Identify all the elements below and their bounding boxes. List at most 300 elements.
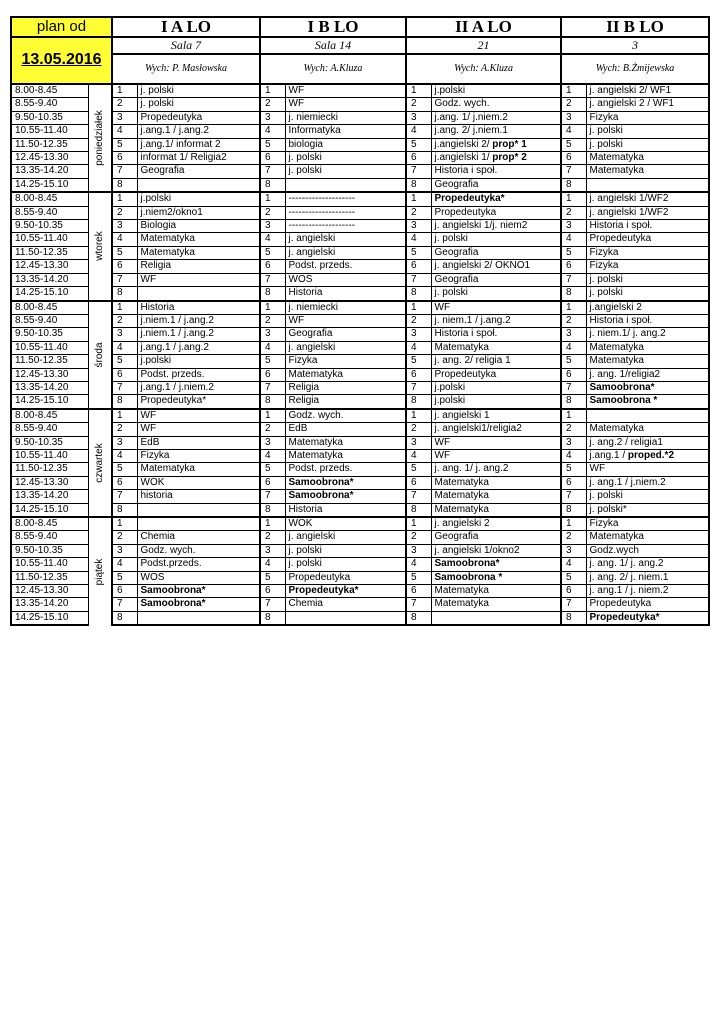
lesson-subject: Matematyka bbox=[285, 449, 406, 462]
lesson-subject: j. polski bbox=[137, 84, 260, 98]
lesson-number: 2 bbox=[406, 98, 431, 111]
lesson-subject-bold-part: prop* 2 bbox=[489, 152, 527, 164]
lesson-row bbox=[11, 503, 709, 517]
lesson-number: 8 bbox=[112, 178, 137, 192]
lesson-time: 8.00-8.45 bbox=[11, 84, 88, 98]
plan-label: plan od bbox=[11, 17, 112, 37]
class-tutor: Wych: B.Żmijewska bbox=[561, 54, 709, 84]
lesson-subject: Matematyka bbox=[431, 598, 561, 611]
lesson-number: 2 bbox=[561, 531, 586, 544]
lesson-row bbox=[11, 314, 709, 327]
lesson-subject bbox=[137, 178, 260, 192]
lesson-subject: j. polski bbox=[137, 98, 260, 111]
lesson-subject: Matematyka bbox=[586, 341, 709, 354]
lesson-number: 6 bbox=[260, 260, 285, 273]
lesson-number: 1 bbox=[561, 409, 586, 423]
lesson-number: 6 bbox=[561, 152, 586, 165]
lesson-row bbox=[11, 531, 709, 544]
lesson-number: 5 bbox=[561, 246, 586, 259]
lesson-number: 6 bbox=[112, 152, 137, 165]
lesson-number: 4 bbox=[112, 558, 137, 571]
lesson-subject: j. angielski1/religia2 bbox=[431, 423, 561, 436]
lesson-number: 1 bbox=[260, 517, 285, 531]
lesson-row bbox=[11, 585, 709, 598]
class-tutor: Wych: P. Masłowska bbox=[112, 54, 260, 84]
lesson-subject: Geografia bbox=[285, 328, 406, 341]
lesson-number: 5 bbox=[561, 138, 586, 151]
lesson-number: 8 bbox=[112, 287, 137, 301]
lesson-time: 13.35-14.20 bbox=[11, 598, 88, 611]
lesson-subject: j.ang. 1/ j.niem.2 bbox=[431, 111, 561, 124]
lesson-number: 1 bbox=[260, 192, 285, 206]
lesson-subject: Samoobrona* bbox=[137, 585, 260, 598]
lesson-subject: j.polski bbox=[431, 381, 561, 394]
day-name: wtorek bbox=[93, 231, 105, 262]
lesson-time: 8.55-9.40 bbox=[11, 98, 88, 111]
lesson-number: 4 bbox=[112, 341, 137, 354]
lesson-subject: Matematyka bbox=[285, 368, 406, 381]
lesson-number: 1 bbox=[406, 84, 431, 98]
lesson-subject: j. niem.1 / j.ang.2 bbox=[431, 314, 561, 327]
lesson-subject: j. angielski bbox=[285, 233, 406, 246]
lesson-subject bbox=[431, 152, 561, 165]
lesson-number: 6 bbox=[561, 368, 586, 381]
lesson-subject: Geografia bbox=[431, 273, 561, 286]
lesson-subject: EdB bbox=[137, 436, 260, 449]
lesson-subject: Samoobrona* bbox=[586, 381, 709, 394]
lesson-subject: WF bbox=[285, 84, 406, 98]
lesson-row bbox=[11, 463, 709, 476]
lesson-subject: j. ang.1 / j.niem.2 bbox=[586, 476, 709, 489]
lesson-number: 2 bbox=[260, 423, 285, 436]
lesson-subject bbox=[586, 449, 709, 462]
lesson-number: 2 bbox=[561, 314, 586, 327]
lesson-number: 5 bbox=[260, 246, 285, 259]
timetable-body bbox=[11, 84, 709, 625]
lesson-subject: Propedeutyka* bbox=[137, 395, 260, 409]
lesson-subject: j. angielski 1 bbox=[431, 409, 561, 423]
day-label-cell bbox=[88, 409, 112, 517]
lesson-subject: -------------------- bbox=[285, 206, 406, 219]
lesson-subject: Geografia bbox=[431, 531, 561, 544]
lesson-subject: Chemia bbox=[285, 598, 406, 611]
lesson-subject: j. angielski 2 bbox=[431, 517, 561, 531]
lesson-number: 3 bbox=[260, 436, 285, 449]
lesson-subject: Matematyka bbox=[431, 341, 561, 354]
lesson-number: 2 bbox=[112, 98, 137, 111]
lesson-number: 3 bbox=[406, 436, 431, 449]
lesson-number: 5 bbox=[260, 355, 285, 368]
lesson-subject: WF bbox=[137, 409, 260, 423]
lesson-number: 8 bbox=[561, 395, 586, 409]
lesson-row bbox=[11, 476, 709, 489]
lesson-subject bbox=[137, 611, 260, 625]
lesson-number: 6 bbox=[561, 476, 586, 489]
lesson-number: 3 bbox=[561, 544, 586, 557]
lesson-number: 1 bbox=[260, 301, 285, 315]
lesson-subject: Informatyka bbox=[285, 125, 406, 138]
lesson-number: 7 bbox=[406, 598, 431, 611]
lesson-number: 6 bbox=[260, 585, 285, 598]
lesson-number: 1 bbox=[112, 301, 137, 315]
lesson-number: 5 bbox=[406, 463, 431, 476]
lesson-number: 3 bbox=[260, 220, 285, 233]
lesson-number: 2 bbox=[112, 531, 137, 544]
day-name: środa bbox=[93, 342, 105, 368]
lesson-number: 8 bbox=[112, 503, 137, 517]
lesson-subject-bold-part: proped.*2 bbox=[625, 449, 675, 461]
lesson-row bbox=[11, 598, 709, 611]
lesson-subject: Matematyka bbox=[586, 423, 709, 436]
lesson-number: 2 bbox=[406, 206, 431, 219]
lesson-number: 8 bbox=[406, 503, 431, 517]
lesson-subject: j.polski bbox=[137, 355, 260, 368]
lesson-number: 4 bbox=[260, 341, 285, 354]
class-name: II A LO bbox=[406, 17, 561, 37]
lesson-subject: WF bbox=[285, 314, 406, 327]
lesson-number: 4 bbox=[406, 449, 431, 462]
lesson-number: 7 bbox=[260, 598, 285, 611]
lesson-subject: WF bbox=[431, 449, 561, 462]
lesson-subject: Matematyka bbox=[137, 246, 260, 259]
lesson-subject: WF bbox=[431, 301, 561, 315]
lesson-time: 12.45-13.30 bbox=[11, 152, 88, 165]
lesson-subject: WF bbox=[137, 423, 260, 436]
lesson-subject: j. ang. 1/ j. ang.2 bbox=[586, 558, 709, 571]
lesson-number: 8 bbox=[112, 395, 137, 409]
lesson-time: 8.00-8.45 bbox=[11, 517, 88, 531]
lesson-number: 4 bbox=[260, 449, 285, 462]
lesson-number: 5 bbox=[260, 463, 285, 476]
lesson-number: 3 bbox=[112, 111, 137, 124]
lesson-subject: j. angielski bbox=[285, 246, 406, 259]
lesson-subject: j.ang.1/ informat 2 bbox=[137, 138, 260, 151]
lesson-subject: Propedeutyka bbox=[137, 111, 260, 124]
lesson-number: 4 bbox=[112, 449, 137, 462]
lesson-subject: WOK bbox=[137, 476, 260, 489]
lesson-row bbox=[11, 152, 709, 165]
lesson-number: 1 bbox=[406, 301, 431, 315]
lesson-subject: Historia i społ. bbox=[431, 328, 561, 341]
lesson-subject: j. polski bbox=[586, 287, 709, 301]
lesson-time: 8.00-8.45 bbox=[11, 192, 88, 206]
lesson-subject: j. angielski 2 / WF1 bbox=[586, 98, 709, 111]
lesson-subject: j. polski bbox=[586, 490, 709, 503]
lesson-subject: Propedeutyka bbox=[285, 571, 406, 584]
lesson-row bbox=[11, 165, 709, 178]
lesson-number: 7 bbox=[112, 381, 137, 394]
lesson-number: 2 bbox=[260, 531, 285, 544]
lesson-time: 11.50-12.35 bbox=[11, 355, 88, 368]
lesson-number: 6 bbox=[406, 260, 431, 273]
lesson-subject: Historia i społ. bbox=[586, 314, 709, 327]
lesson-time: 14.25-15.10 bbox=[11, 611, 88, 625]
lesson-subject: Matematyka bbox=[137, 463, 260, 476]
class-name: I A LO bbox=[112, 17, 260, 37]
lesson-subject: Propedeutyka bbox=[431, 206, 561, 219]
lesson-row bbox=[11, 395, 709, 409]
lesson-subject: Samoobrona* bbox=[285, 490, 406, 503]
lesson-subject: j. polski bbox=[431, 287, 561, 301]
lesson-number: 8 bbox=[561, 287, 586, 301]
lesson-number: 2 bbox=[561, 98, 586, 111]
lesson-subject: Chemia bbox=[137, 531, 260, 544]
lesson-row bbox=[11, 178, 709, 192]
lesson-row bbox=[11, 355, 709, 368]
lesson-number: 5 bbox=[112, 463, 137, 476]
lesson-number: 8 bbox=[406, 611, 431, 625]
lesson-number: 7 bbox=[112, 273, 137, 286]
lesson-subject: Historia bbox=[137, 301, 260, 315]
lesson-row bbox=[11, 287, 709, 301]
day-label-cell bbox=[88, 301, 112, 409]
lesson-time: 10.55-11.40 bbox=[11, 449, 88, 462]
lesson-time: 13.35-14.20 bbox=[11, 381, 88, 394]
lesson-number: 6 bbox=[112, 368, 137, 381]
lesson-number: 5 bbox=[561, 463, 586, 476]
lesson-time: 11.50-12.35 bbox=[11, 463, 88, 476]
lesson-subject: Propedeutyka bbox=[586, 233, 709, 246]
lesson-subject: historia bbox=[137, 490, 260, 503]
lesson-subject-part: j.angielski 2/ bbox=[434, 138, 490, 150]
lesson-subject: Matematyka bbox=[431, 476, 561, 489]
lesson-time: 13.35-14.20 bbox=[11, 165, 88, 178]
lesson-number: 7 bbox=[112, 598, 137, 611]
lesson-number: 8 bbox=[406, 395, 431, 409]
lesson-subject: j.polski bbox=[431, 84, 561, 98]
lesson-number: 2 bbox=[406, 314, 431, 327]
lesson-time: 8.00-8.45 bbox=[11, 409, 88, 423]
lesson-number: 4 bbox=[260, 125, 285, 138]
lesson-subject: Samoobrona* bbox=[431, 558, 561, 571]
lesson-number: 4 bbox=[406, 233, 431, 246]
lesson-subject: Samoobrona * bbox=[586, 395, 709, 409]
lesson-subject: j.ang. 2/ j.niem.1 bbox=[431, 125, 561, 138]
lesson-number: 3 bbox=[260, 328, 285, 341]
lesson-row bbox=[11, 125, 709, 138]
lesson-subject: j.polski bbox=[431, 395, 561, 409]
lesson-subject: Propedeutyka bbox=[431, 368, 561, 381]
lesson-subject: j. polski* bbox=[586, 503, 709, 517]
lesson-time: 10.55-11.40 bbox=[11, 558, 88, 571]
lesson-time: 14.25-15.10 bbox=[11, 395, 88, 409]
lesson-number: 5 bbox=[112, 138, 137, 151]
lesson-time: 10.55-11.40 bbox=[11, 125, 88, 138]
lesson-number: 3 bbox=[260, 544, 285, 557]
lesson-subject: j. angielski 1/WF2 bbox=[586, 192, 709, 206]
lesson-number: 3 bbox=[112, 328, 137, 341]
lesson-number: 7 bbox=[260, 273, 285, 286]
lesson-subject: informat 1/ Religia2 bbox=[137, 152, 260, 165]
lesson-number: 6 bbox=[406, 476, 431, 489]
lesson-subject: j. ang. 1/religia2 bbox=[586, 368, 709, 381]
class-name: II B LO bbox=[561, 17, 709, 37]
lesson-row bbox=[11, 611, 709, 625]
lesson-row bbox=[11, 111, 709, 124]
lesson-subject-part: j.angielski 1/ bbox=[434, 152, 490, 164]
lesson-subject: Fizyka bbox=[586, 111, 709, 124]
timetable-header bbox=[11, 17, 709, 84]
lesson-number: 1 bbox=[406, 517, 431, 531]
lesson-subject bbox=[586, 178, 709, 192]
lesson-subject: j. polski bbox=[285, 152, 406, 165]
lesson-subject: j. angielski 1/j. niem2 bbox=[431, 220, 561, 233]
lesson-number: 3 bbox=[406, 220, 431, 233]
lesson-subject: Religia bbox=[285, 381, 406, 394]
lesson-row bbox=[11, 138, 709, 151]
day-name: czwartek bbox=[93, 443, 105, 483]
lesson-number: 6 bbox=[260, 368, 285, 381]
lesson-subject: Matematyka bbox=[285, 436, 406, 449]
lesson-time: 8.55-9.40 bbox=[11, 206, 88, 219]
lesson-number: 2 bbox=[406, 531, 431, 544]
lesson-number: 7 bbox=[406, 381, 431, 394]
lesson-subject: Podst. przeds. bbox=[285, 260, 406, 273]
lesson-subject: Historia i społ. bbox=[586, 220, 709, 233]
lesson-number: 8 bbox=[561, 503, 586, 517]
lesson-subject bbox=[137, 517, 260, 531]
lesson-number: 2 bbox=[406, 423, 431, 436]
lesson-number: 6 bbox=[112, 260, 137, 273]
lesson-row bbox=[11, 328, 709, 341]
lesson-subject: j. polski bbox=[285, 558, 406, 571]
lesson-subject: WF bbox=[431, 436, 561, 449]
lesson-number: 1 bbox=[561, 84, 586, 98]
lesson-subject bbox=[586, 409, 709, 423]
lesson-time: 9.50-10.35 bbox=[11, 111, 88, 124]
lesson-number: 7 bbox=[561, 273, 586, 286]
lesson-number: 4 bbox=[561, 125, 586, 138]
lesson-subject: Matematyka bbox=[586, 165, 709, 178]
lesson-number: 7 bbox=[561, 490, 586, 503]
lesson-number: 7 bbox=[561, 165, 586, 178]
lesson-number: 3 bbox=[561, 111, 586, 124]
lesson-subject bbox=[285, 178, 406, 192]
lesson-number: 3 bbox=[112, 544, 137, 557]
day-name: poniedziałek bbox=[93, 110, 105, 166]
lesson-number: 4 bbox=[260, 233, 285, 246]
lesson-subject: Matematyka bbox=[431, 490, 561, 503]
lesson-time: 10.55-11.40 bbox=[11, 341, 88, 354]
lesson-subject: Fizyka bbox=[137, 449, 260, 462]
lesson-subject: Propedeutyka* bbox=[586, 611, 709, 625]
lesson-subject: j.ang.1 / j.ang.2 bbox=[137, 125, 260, 138]
lesson-number: 7 bbox=[561, 381, 586, 394]
lesson-time: 14.25-15.10 bbox=[11, 503, 88, 517]
lesson-number: 2 bbox=[561, 206, 586, 219]
lesson-number: 2 bbox=[112, 206, 137, 219]
lesson-row bbox=[11, 544, 709, 557]
lesson-number: 6 bbox=[112, 585, 137, 598]
lesson-subject: Samoobrona* bbox=[285, 476, 406, 489]
lesson-subject: j. niemiecki bbox=[285, 301, 406, 315]
lesson-number: 7 bbox=[406, 273, 431, 286]
lesson-number: 2 bbox=[260, 314, 285, 327]
lesson-subject: WF bbox=[586, 463, 709, 476]
lesson-row bbox=[11, 517, 709, 531]
lesson-number: 7 bbox=[260, 381, 285, 394]
lesson-subject: WOK bbox=[285, 517, 406, 531]
lesson-time: 9.50-10.35 bbox=[11, 544, 88, 557]
lesson-time: 8.55-9.40 bbox=[11, 314, 88, 327]
lesson-subject: Propedeutyka bbox=[586, 598, 709, 611]
lesson-subject: Podst. przeds. bbox=[285, 463, 406, 476]
lesson-subject: j.ang.1 / j.ang.2 bbox=[137, 341, 260, 354]
lesson-row bbox=[11, 409, 709, 423]
timetable bbox=[10, 16, 710, 626]
lesson-number: 8 bbox=[260, 287, 285, 301]
lesson-subject: Geografia bbox=[431, 246, 561, 259]
lesson-subject: j. ang.1 / j. niem.2 bbox=[586, 585, 709, 598]
lesson-subject bbox=[431, 138, 561, 151]
lesson-subject: j. ang. 2/ j. niem.1 bbox=[586, 571, 709, 584]
lesson-subject: WOS bbox=[137, 571, 260, 584]
lesson-row bbox=[11, 301, 709, 315]
lesson-number: 5 bbox=[561, 571, 586, 584]
lesson-row bbox=[11, 558, 709, 571]
lesson-time: 8.55-9.40 bbox=[11, 531, 88, 544]
lesson-number: 7 bbox=[260, 490, 285, 503]
lesson-number: 8 bbox=[406, 287, 431, 301]
lesson-subject: Godz. wych. bbox=[285, 409, 406, 423]
lesson-number: 4 bbox=[406, 341, 431, 354]
lesson-subject: Historia bbox=[285, 287, 406, 301]
lesson-subject: Geografia bbox=[431, 178, 561, 192]
class-room: Sala 7 bbox=[112, 37, 260, 54]
lesson-time: 8.00-8.45 bbox=[11, 301, 88, 315]
lesson-subject: j.niem.1 / j.ang.2 bbox=[137, 328, 260, 341]
lesson-subject: j. polski bbox=[285, 165, 406, 178]
lesson-row bbox=[11, 98, 709, 111]
lesson-number: 8 bbox=[260, 611, 285, 625]
lesson-subject: j. niem.1/ j. ang.2 bbox=[586, 328, 709, 341]
class-room: Sala 14 bbox=[260, 37, 406, 54]
lesson-subject: Samoobrona* bbox=[137, 598, 260, 611]
lesson-row bbox=[11, 192, 709, 206]
lesson-number: 2 bbox=[112, 314, 137, 327]
lesson-subject: j. ang.2 / religia1 bbox=[586, 436, 709, 449]
lesson-subject bbox=[137, 503, 260, 517]
day-name: piątek bbox=[93, 558, 105, 585]
lesson-number: 3 bbox=[112, 220, 137, 233]
lesson-number: 4 bbox=[561, 341, 586, 354]
lesson-subject: Historia bbox=[285, 503, 406, 517]
lesson-time: 9.50-10.35 bbox=[11, 220, 88, 233]
lesson-time: 11.50-12.35 bbox=[11, 138, 88, 151]
lesson-subject: Religia bbox=[137, 260, 260, 273]
lesson-subject: WF bbox=[285, 98, 406, 111]
lesson-number: 2 bbox=[260, 98, 285, 111]
lesson-row bbox=[11, 381, 709, 394]
class-tutor: Wych: A.Kluza bbox=[260, 54, 406, 84]
lesson-number: 7 bbox=[406, 490, 431, 503]
lesson-number: 5 bbox=[406, 571, 431, 584]
lesson-subject: j. polski bbox=[586, 138, 709, 151]
class-tutor: Wych: A.Kluza bbox=[406, 54, 561, 84]
lesson-subject: j. ang. 1/ j. ang.2 bbox=[431, 463, 561, 476]
lesson-subject-bold-part: prop* 1 bbox=[489, 138, 527, 150]
lesson-number: 1 bbox=[561, 517, 586, 531]
lesson-subject: j. angielski 1/okno2 bbox=[431, 544, 561, 557]
lesson-number: 7 bbox=[112, 165, 137, 178]
lesson-subject: Samoobrona * bbox=[431, 571, 561, 584]
lesson-number: 7 bbox=[406, 165, 431, 178]
lesson-row bbox=[11, 84, 709, 98]
lesson-subject: EdB bbox=[285, 423, 406, 436]
lesson-number: 1 bbox=[112, 517, 137, 531]
lesson-number: 8 bbox=[561, 178, 586, 192]
lesson-number: 5 bbox=[406, 355, 431, 368]
